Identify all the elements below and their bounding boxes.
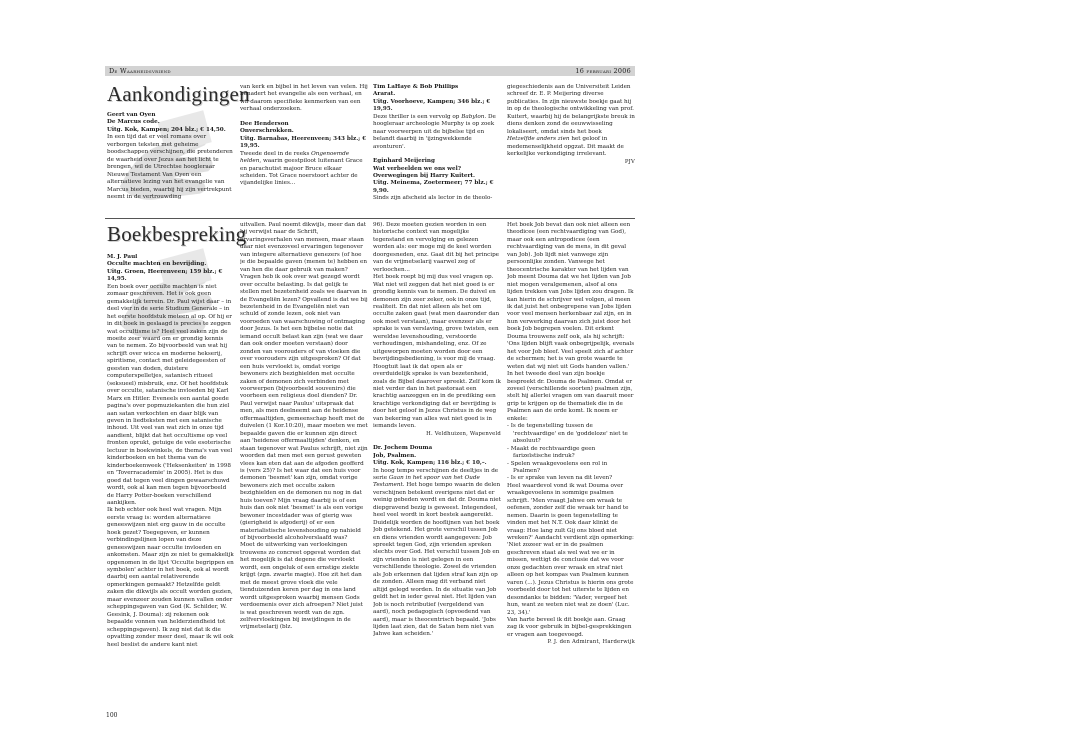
- body-paragraph: giegeschiedenis aan de Universiteit Leiden schreef dr. E. P. Meijering diverse publicaties. In zijn nieuwste boekje gaat hij in op de theologische ontwikkeling van prof. Kuitert, waarbij hij de belangrijkste breuk in diens denken zond de eeuwwisseling lokaliseert, omdat sinds het boek: [507, 84, 635, 135]
- author-signature: PJV: [624, 158, 635, 165]
- section-title-boekbespreking: Boekbespreking: [107, 222, 247, 246]
- section-title-aankondigingen: Aankondigingen: [107, 82, 250, 106]
- author-signature: H. Veldhuizen, Wapenveld: [426, 430, 501, 437]
- body-paragraph: In hoog tempo verschijnen de deeltjes in de serie Gaan in het spoor van het Oude Testament. Het hoge tempo waarin de delen verschijnen betekent overigens niet dat er weinig gebeden wordt en dat dr. Douma niet diepgravend bezig is geweest. Integendeel, heel veel wordt in kort bestek aangereikt. Duidelijk worden de hooflijnen van het boek Job getekend. Het grote verschil tussen Job en diens vrienden wordt aangegeven: Job spreekt tegen God, zijn vrienden spreken slechts over God. Het verschil tussen Job en zijn vrienden is niet gelegen in een verschillende theologie. Zowel de vrienden als Job erkennen dat lijden straf kan zijn op de zonden. Alleen mag dit verband niet altijd gelegd worden. In de situatie van Job geldt het in ieder geval niet. Het lijden van Job is noch retributief (vergeldend van aard), noch pedagogisch (opvoedend van aard), maar is theocentrisch bepaald. 'Jobs lijden laat zien, dat de Satan hem niet van Jahwe kan scheiden.': [373, 467, 501, 638]
- body-paragraph: Deze thriller is een vervolg op Babylon. De hoogleraar archeologie Murphy is op zoek naar voorwerpen uit de bijbelse tijd en belandt daarbij in 'ijzingwekkende avonturen'.: [373, 113, 496, 150]
- body-paragraph: uitvallen. Paul noemt dikwijls, meer dan dat hij verwijst naar de Schrift, ervaringsverhalen van mensen, maar staan daar niet evenzoveel ervaringen tegenover van integere alternatieve genezers (of hoe je die bepaalde gaven (menen te) hebben en van hen die daar gebruik van maken?: [240, 222, 367, 273]
- boekbespreking-column-2: [240, 222, 368, 710]
- bibliographic-line: Uitg. Barnabas, Heerenveen; 343 blz.; € 19,95.: [240, 135, 367, 150]
- body-paragraph: Ik heb echter ook heel wat vragen. Mijn eerste vraag is: worden alternatieve geneeswijzen niet erg gauw in de occulte hoek gezet? Toegegeven, er kunnen verbindingslijnen lopen van deze geneeswijzen naar occulte invloeden en ankomsten. Maar zijn ze niet te gemakkelijk opgenomen in de lijst 'Occulte begrippen en symbolen' achter in het boek, ook al wordt daarbij een aantal relativerende opmerkingen gemaakt? Hetzelfde geldt zaken die dikwijls als occult worden gezien, maar evenzeer zouden kunnen vallen onder scheppingsgaven van God (K. Schilder, W. Geesink, J. Douma): zij rekenen ook bepaalde vonnen van helderziendheid tot scheppingsgaven). Ik zeg niet dat ik die opvatting zonder meer deel, maar ik wil ook heel beslist de andere kant niet: [107, 507, 234, 648]
- list-item: - Spelen wraakgevoelens een rol in Psalmen?: [507, 460, 608, 474]
- bibliographic-line: Eginhard Meijering: [373, 158, 435, 165]
- bibliographic-line: Uitg. Kok, Kampen; 204 blz.; € 14,50.: [107, 126, 226, 133]
- running-head: [105, 66, 635, 76]
- list-item: - Is er sprake van leven na dit leven?: [507, 475, 613, 482]
- bibliographic-line: M. J. Paul: [107, 254, 138, 260]
- list-item: - Maakt de rechtvaardige geen farizeïstische indruk?: [507, 445, 596, 460]
- body-paragraph: van kerk en bijbel in het leven van velen. Hij benadert het evangelie als een verhaal, en wil daarom specifieke kenmerken van een verhaal onderzoeken.: [240, 84, 368, 113]
- issue-date: 16 februari 2006: [575, 67, 631, 75]
- body-paragraph: Het boek roept bij mij dus veel vragen op. Wat niet wil zeggen dat het niet goed is er grondig kennis van te nemen. De duivel en demonen zijn zeer zeker, ook in onze tijd, realiteit. En dat niet alleen als het om occulte zaken gaat (wat men daaronder dan ook moet verstaan), maar evenzeer als er sprake is van verslaving, grove twisten, een wereldse levenshouding, verstoorde verhoudingen, mishandeling, enz. Of ze uitgeworpen moeten worden door een bevrijdingsbediening, is voor mij de vraag. Hoogtuit laat ik dat open als er overduidelijk sprake is van bezetenheid, zoals de Bijbel daarover spreekt. Zelf kom ik niet verder dan in het pastoraat een krachtig aanzeggen en in de prediking een krachtige verkondiging dat er bevrijding is door het geloof in Jezus Christus in de weg van bekering van alles wat niet goed is in iemands leven.: [373, 274, 501, 430]
- body-paragraph: In het tweede deel van zijn boekje bespreekt dr. Douma de Psalmen. Omdat er zoveel (verschillende soorten) psalmen zijn, stelt hij allerlei vragen om van daaruit meer grip te krijgen op de thematiek die in de Psalmen aan de orde komt. Ik noem er enkele:: [507, 371, 634, 422]
- body-paragraph: Vragen heb ik ook over wat gezegd wordt over occulte belasting. Is dat gelijk te stellen met bezetenheid zoals we daarvan in de Evangeliën lezen? Opvallend is dat we bij bezetenheid in de Evangeliën niet van schuld of zonde lezen, ook niet van vooroeden van waarschuwing of ontmaging door Jezus. Is het een bijbelse notie dat iemand occult belast kan zijn (wat we daar dan ook onder moeten verstaan) door zonden van voorouders of van vloeken die over voorouders zijn uitgesproken? Of dat een huis vervloekt is, omdat vorige bewoners zich bezighielden met occulte zaken of demonen zich verbinden met voorwerpen (bijvoorbeeld souvenirs) die voorheen een religieus doel dienden? Dr. Paul verwijst naar Paulus' uitspraak dat men, als men deelneemt aan de heidense offermaaltijden, gemeenschap heeft met de duivelen (1 Kor.10:20), maar moeten we met bepaalde gaven die er kunnen zijn direct aan 'heidense offermaaltijden' denken, en staan tegenover wat Paulus schrijft, niet zijn woorden dat men met een gerust geweten vlees kan eten dat aan de afgoden geofferd is (vers 25)? Is het waar dat een huis voor demonen 'besmet' kan zijn, omdat vorige bewoners zich met occulte zaken bezighielden en de demonen nu nog in dat huis toeven? Mijn vraag daarbij is of een huis dan ook niet 'besmet' is als een vorige bewoner incestdader was of gierig was (gierigheid is afgoderij) of er een materialistische levenshouding op nahield of bijvoorbeeld alcoholverslaafd was?: [240, 274, 368, 542]
- boekbespreking-column-3: [373, 222, 501, 710]
- body-paragraph: Sinds zijn afscheid als lector in de theolo-: [373, 195, 493, 202]
- body-paragraph: Tweede deel in de reeks Ongenoemde helden, waarin geestpiloot luitenant Grace en parachutist majoor Bruce elkaar scheiden. Tot Grace noerstoort achter de vijandelijke linies...: [240, 150, 363, 187]
- body-paragraph: Moet de uitwerking van verloekingen trouwens zo concreet opgevat worden dat het mogelijk is dat degene die vervloekt wordt, een ongeluk of een ernstige ziekte krijgt (zgn. zwarte magie). Hoe zit het dan met de meest grove vloek die vele tienduizenden keren per dag in ons land wordt uitgesproken waarbij mensen Gods verdoemenis over zich afroepen? Niet juist is wat geschreven wordt van de zgn. zelfvervloekingen bij inwijdingen in de vrijmetselarij (blz.: [240, 542, 363, 631]
- list-item: - Is de tegenstelling tussen de 'rechtvaardige' en de 'goddeloze' niet te absoluut?: [507, 423, 628, 445]
- bibliographic-line: Dr. Jochem Douma: [373, 445, 433, 452]
- bibliographic-line: Uitg. Voorhoeve, Kampen; 346 blz.; € 19,95.: [373, 98, 491, 113]
- bibliographic-line: Uitg. Groen, Heerenveen; 159 blz.; € 14,95.: [107, 268, 223, 283]
- body-paragraph: In een tijd dat er veel romans over verborgen teksten met geheime boodschappen verschijnen, die pretenderen de waarheid over Jezus aan het licht te brengen, wil de Utrechtse hoogleraar Nieuwe Testament Van Oyen een alternatieve lezing van het evangelie van Marcus bieden, waarbij hij zijn vertrekpunt neemt in de vertrouwding: [107, 134, 233, 200]
- page-number: 100: [106, 712, 118, 719]
- bibliographic-line: Wat verbeelden we ons wel? Overwegingen bij Harry Kuitert.: [373, 165, 475, 179]
- bibliographic-line: Uitg. Meinema, Zoetermeer; 77 blz.; € 9,90.: [373, 180, 494, 194]
- bibliographic-line: Dee Henderson: [240, 120, 289, 127]
- aankondigingen-column-3: [373, 84, 501, 212]
- body-paragraph: Van harte beveel ik dit boekje aan. Graag zag ik voor gebruik in bijbel-gesprekkingen er vragen aan toegevoegd.: [507, 617, 632, 638]
- publication-name: De Waarheidsvriend: [109, 67, 171, 75]
- bibliographic-line: Ararat.: [373, 91, 396, 98]
- body-paragraph: Hetzelfde anders zien het geloof in medemenselijkheid opgzat. Dit maakt de kerkelijke verkondiging irrelevant.: [507, 136, 624, 158]
- spacer: [240, 114, 368, 121]
- bibliographic-line: Job, Psalmen.: [373, 452, 417, 459]
- author-signature: P. J. den Admirant, Harderwijk: [547, 639, 635, 646]
- boekbespreking-column-1: [107, 254, 234, 708]
- body-paragraph: 96). Deze moeten gezien worden in een historische context van mogelijke tegenstand en vervolging en gelezen worden als: eer moge mij de keel worden doorgesneden, enz. Gaat dit bij het principe van de vrijmetselarij vaarwel zeg of verloochen...: [373, 222, 500, 273]
- spacer: [373, 438, 501, 445]
- aankondigingen-column-1: [107, 112, 234, 212]
- bibliographic-line: Onverschrokken.: [240, 128, 294, 135]
- boekbespreking-column-4: [507, 222, 635, 710]
- aankondigingen-column-2: [240, 84, 368, 212]
- bibliographic-line: Tim LaHaye & Bob Phillips: [373, 84, 459, 90]
- bibliographic-line: De Marcus code.: [107, 119, 160, 126]
- aankondigingen-column-4: [507, 84, 635, 188]
- bibliographic-line: Occulte machten en bevrijding.: [107, 261, 207, 268]
- bibliographic-line: Uitg. Kok, Kampen; 116 blz.; € 10,–.: [373, 460, 487, 467]
- body-paragraph: Het boek Job bevat dan ook niet alleen een theodicee (een rechtvaardiging van God), maar ook een antropodicee (een rechtvaardiging van de mens, in dit geval van Job). Job lijdt niet vanwege zijn persoonlijke zonden. Vanwege het theocentrische karakter van het lijden van Job meent Douma dat we het lijden van Job niet mogen veralgemenen, alsof al ons lijden trekken van Jobs lijden zou dragen. Ik kan hierin de schrijver wel volgen, al meen ik dat juist het onbegrepene van Jobs lijden voor veel mensen herkenbaar zal zijn, en in hun verwerking daarvan zich juist door het boek Job begrepen voelen. Dit erkent Douma trouwens zelf ook, als hij schrijft: 'Ons lijden blijft vaak onbegrijpelijk, evenals het voor Job bleef. Veel speelt zich af achter de schermen; het is van grote waarde te weten dat wij niet uit Gods handen vallen.': [507, 222, 635, 370]
- bibliographic-line: Geert van Oyen: [107, 112, 156, 118]
- body-paragraph: Een boek over occulte machten is niet zomaar geschreven. Het is ook geen gemakkelijk terrein. Dr. Paul wijst daar – in deel vier in de serie Studium Generale – in het eerste hoofdstuk meteen al op. Of hij er in dit boek in geslaagd is precies te zeggen wat occultisme is? Heel veel zaken zijn de moeite zeer waard om er grondig kennis van te nemen. Zo bijvoorbeeld van wat hij schrijft over wicca en moderne hekserij, spiritisme, contact met geleidegeesten of geesten van doden, duistere computerspelletjes, satanisch ritueel (seksueel) misbruik, enz. Of het hoofdstuk over occulte, satanische invloeden bij Karl Marx en Hitler. Eveneels een aantal goede pagina's over popmuziekanten die hun ziel aan satan verkochten en daar blijk van geven in liedteksten met een satanische inhoud. Uit veel van wat zich in onze tijd aandient, blijkt dat het occultisme op veel fronten oprukt, getuige de vele esoterische lectuur in boekwinkels, de thema's van veel kinderboeken en het thema van de kinderboekenweek ('Heksenkeiten' in 1998 en 'Toverracademie' in 2005). Het is dus goed dat tegen veel dingen gewaarschuwd wordt, ook al kan men tegen bijvoorbeeld de Harry Potter-boeken verschillend aankijken.: [107, 283, 233, 506]
- spacer: [373, 151, 501, 158]
- body-paragraph: Heel waardevol vond ik wat Douma over wraakgevoelens in sommige psalmen schrijft. 'Men vraagt Jahwe om wraak te oefenen, zonder zelf die wraak ter hand te nemen. Daarin is geen tegenstelling te vinden met het N.T. Ook daar klinkt de vraag: Hoe lang zult Gij ons bloed niet wreken?' Aandacht verdient zijn opmerking: 'Niet zozeer wat er in de psalmen geschreven staat als wel wat we er in missen, wettigt de conclusie dat we voor onze gedachten over wraak en straf niet alleen op het kompas van Psalmen kunnen varen (...). Jezus Christus is hierin ons grote voorbeeld door tot het uiterste te lijden en desondanks te bidden: 'Vader, vergeef het hun, want ze weten niet wat ze doen' (Luc. 23, 34).': [507, 482, 634, 616]
- section-rule: [105, 218, 635, 219]
